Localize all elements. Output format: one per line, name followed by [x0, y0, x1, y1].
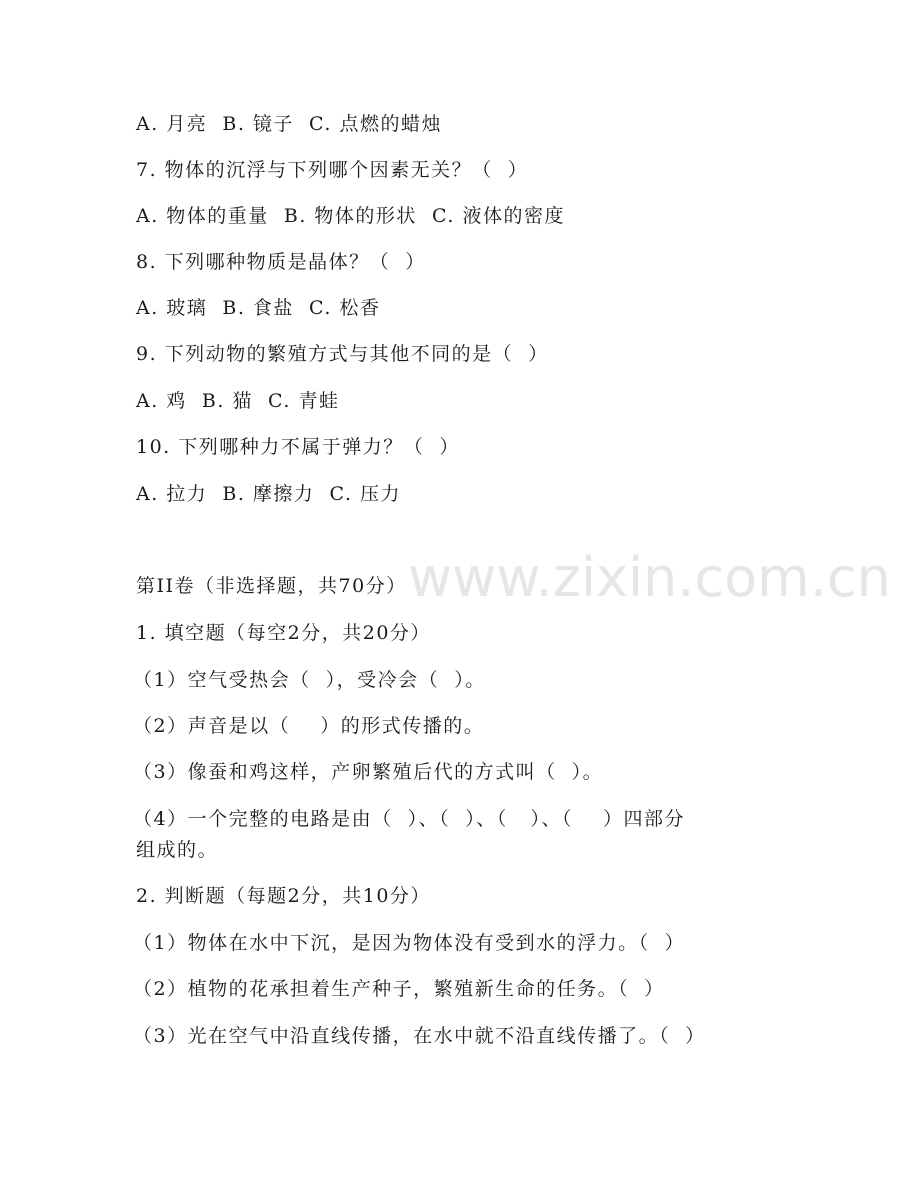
fill-blank-2: （2）声音是以（ ）的形式传播的。	[133, 715, 485, 737]
fill-blank-3: （3）像蚕和鸡这样，产卵繁殖后代的方式叫（ ）。	[133, 761, 604, 783]
judge-heading: 2. 判断题（每题2分，共10分）	[136, 885, 431, 907]
q8-question: 8. 下列哪种物质是晶体？（ ）	[136, 251, 426, 273]
section-title: 第II卷（非选择题，共70分）	[136, 575, 407, 597]
q7-options: A. 物体的重量 B. 物体的形状 C. 液体的密度	[136, 205, 565, 227]
judge-1: （1）物体在水中下沉，是因为物体没有受到水的浮力。（ ）	[133, 932, 686, 954]
judge-3: （3）光在空气中沿直线传播，在水中就不沿直线传播了。（ ）	[133, 1025, 706, 1047]
q10-options: A. 拉力 B. 摩擦力 C. 压力	[136, 483, 401, 505]
q8-options: A. 玻璃 B. 食盐 C. 松香	[136, 297, 381, 319]
fill-blank-heading: 1. 填空题（每空2分，共20分）	[136, 622, 431, 644]
q7-question: 7. 物体的沉浮与下列哪个因素无关？（ ）	[136, 159, 529, 181]
fill-blank-4: （4）一个完整的电路是由（ ）、（ ）、（ ）、（ ）四部分	[133, 808, 686, 830]
q9-options: A. 鸡 B. 猫 C. 青蛙	[136, 390, 340, 412]
q9-question: 9. 下列动物的繁殖方式与其他不同的是（ ）	[136, 343, 549, 365]
fill-blank-4-cont: 组成的。	[136, 839, 219, 861]
watermark: www.zixin.com.cn	[408, 546, 891, 609]
q10-question: 10. 下列哪种力不属于弹力？（ ）	[136, 436, 460, 458]
judge-2: （2）植物的花承担着生产种子，繁殖新生命的任务。（ ）	[133, 978, 665, 1000]
q6-options: A. 月亮 B. 镜子 C. 点燃的蜡烛	[136, 113, 442, 135]
fill-blank-1: （1）空气受热会（ ），受冷会（ ）。	[133, 669, 486, 691]
